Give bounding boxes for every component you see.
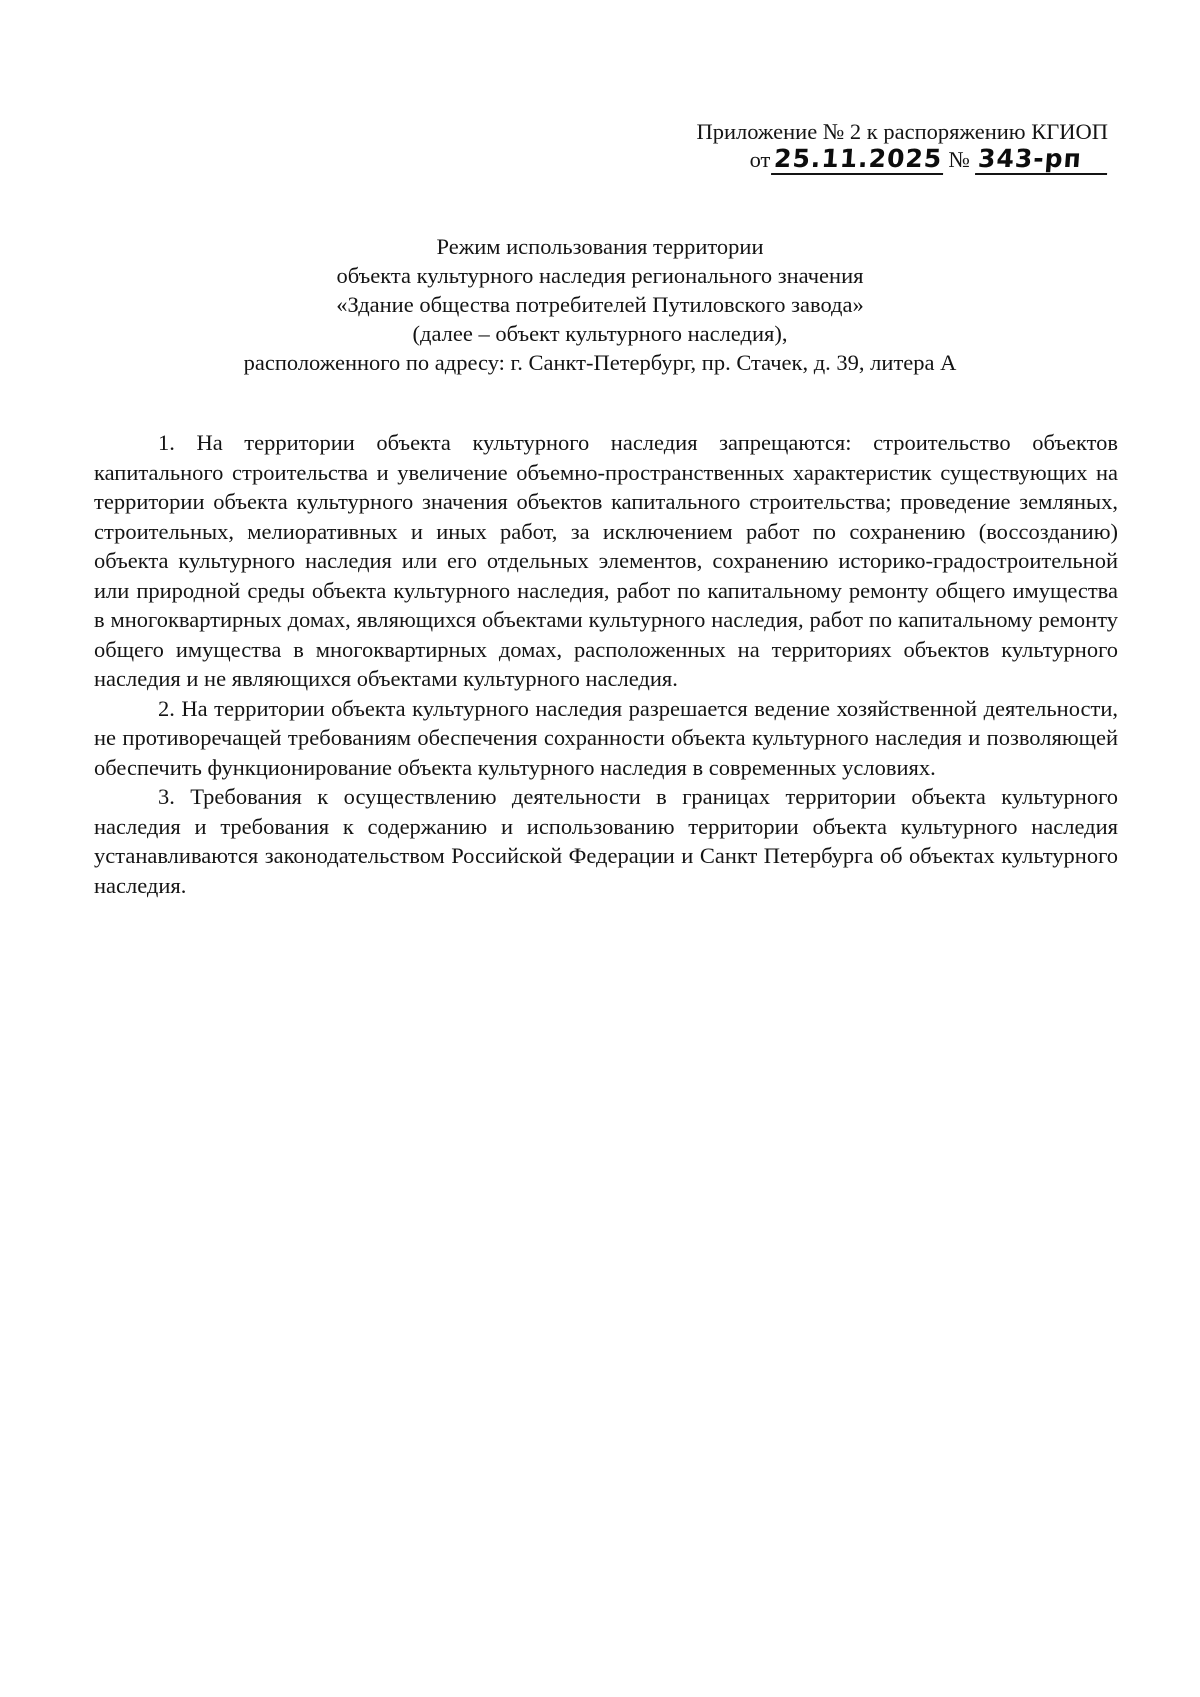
appendix-reference: Приложение № 2 к распоряжению КГИОП [696, 119, 1108, 144]
title-line-2: объекта культурного наследия регионального значения [336, 263, 864, 288]
paragraph-1: 1. На территории объекта культурного наследия запрещаются: строительство объектов капитального строительства и увеличение объемно-пространственных характеристик существующих на территории объекта культурного значения объектов капитального строительства; проведение земляных, строительных, мелиоративных и иных работ, за исключением работ по сохранению (воссозданию) объекта культурного наследия или его отдельных элементов, сохранению историко-градостроительной или природной среды объекта культурного наследия, работ по капитальному ремонту общего имущества в многоквартирных домах, являющихся объектами культурного наследия, работ по капитальному ремонту общего имущества в многоквартирных домах, расположенных на территориях объектов культурного наследия и не являющихся объектами культурного наследия. [94, 430, 1118, 691]
paragraph-3: 3. Требования к осуществлению деятельности в границах территории объекта культурного наследия и требования к содержанию и использованию территории объекта культурного наследия устанавливаются законодательством Российской Федерации и Санкт Петербурга об объектах культурного наследия. [94, 784, 1118, 898]
handwritten-date: 25.11.2025 [771, 146, 945, 175]
number-sign: № [948, 147, 970, 172]
document-title [150, 232, 1050, 377]
paragraph-2: 2. На территории объекта культурного наследия разрешается ведение хозяйственной деятельности, не противоречащей требованиям обеспечения сохранности объекта культурного наследия и позволяющей обеспечить функционирование объекта культурного наследия в современных условиях. [94, 695, 1118, 780]
date-prefix: от [749, 147, 771, 172]
appendix-header [548, 118, 1108, 180]
title-line-5: расположенного по адресу: г. Санкт-Петербург, пр. Стачек, д. 39, литера А [243, 350, 957, 375]
title-line-3: «Здание общества потребителей Путиловского завода» [336, 292, 864, 317]
handwritten-order-number: 343-рп [975, 146, 1109, 175]
document-body [94, 428, 1118, 900]
title-line-1: Режим использования территории [436, 234, 764, 259]
order-date-number-line [548, 146, 1108, 180]
title-line-4: (далее – объект культурного наследия), [412, 321, 788, 346]
